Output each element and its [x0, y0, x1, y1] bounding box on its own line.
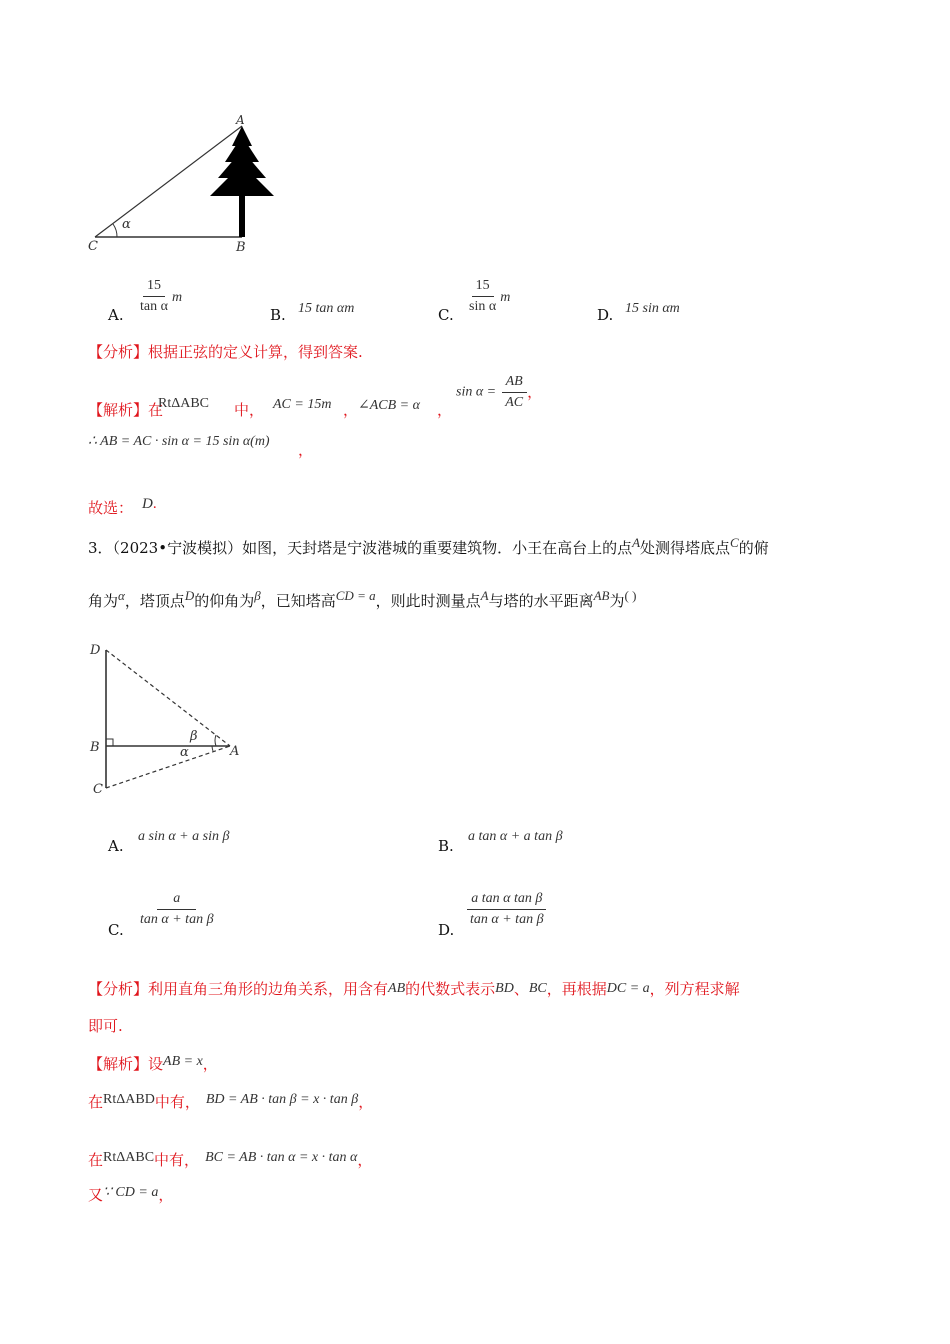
- fraction: $\frac{15}{\text{tan α}}$: [140, 278, 168, 314]
- q3-solution-line1: 【解析】设AB = x，: [88, 1054, 218, 1073]
- tree-triangle-figure: [82, 112, 292, 257]
- label-B: B: [90, 740, 100, 755]
- q2-option-d[interactable]: [597, 305, 613, 325]
- comma: ，: [437, 401, 453, 419]
- q3-solution-line2: 在RtΔABD中有， BD = AB · tan β = x · tan β，: [88, 1092, 374, 1111]
- solution-tag: 【解析】: [88, 401, 149, 419]
- q3-option-a-expr: a sin α + a sin β: [138, 829, 230, 844]
- option-letter: B.: [438, 837, 454, 855]
- q2-option-d-expr: 15 sin αm: [625, 301, 680, 316]
- label-B: B: [236, 240, 246, 255]
- q2-angle: ∠ACB = α: [358, 398, 420, 413]
- option-letter: D.: [438, 921, 455, 939]
- label-alpha: α: [122, 217, 131, 232]
- q2-option-a-expr: $\frac{15}{\text{tan α}}$ m: [136, 278, 182, 315]
- q3-analysis-line1: 【分析】利用直角三角形的边角关系，用含有AB的代数式表示BD、BC，再根据DC = a，列方程求解: [88, 980, 740, 998]
- tower-triangle-figure: [82, 638, 252, 803]
- option-letter: A.: [108, 837, 124, 855]
- analysis-tag: 【分析】: [88, 980, 149, 998]
- q2-answer: 故选：: [88, 499, 134, 517]
- label-C: C: [93, 782, 103, 797]
- q3-solution-line4: 又∵ CD = a，: [88, 1185, 174, 1204]
- q2-sin-formula: sin α = $\frac{AB}{AC}$ ，: [456, 374, 543, 410]
- q3-analysis-line2: 即可.: [88, 1017, 123, 1035]
- label-C: C: [88, 239, 98, 254]
- q2-analysis: [88, 342, 363, 362]
- solution-tag: 【解析】: [88, 1055, 149, 1073]
- q2-option-c-expr: $\frac{15}{\text{sin α}}$ m: [465, 278, 510, 315]
- q3-option-d[interactable]: [438, 920, 454, 940]
- q3-option-d-expr: $\frac{\text{a tan α tan β}}{\text{tan α + tan β}}$: [466, 891, 548, 928]
- q2-result: ∴ AB = AC · sin α = 15 sin α(m): [88, 434, 270, 449]
- q2-answer-value: D.: [142, 496, 157, 512]
- fraction: $\frac{15}{\text{sin α}}$: [469, 278, 497, 314]
- q3-solution-line3: 在RtΔABC中有， BC = AB · tan α = x · tan α，: [88, 1150, 373, 1169]
- option-letter: A.: [108, 306, 124, 324]
- q3-option-c[interactable]: [108, 920, 124, 940]
- label-alpha: α: [180, 745, 189, 760]
- label-beta: β: [190, 729, 198, 744]
- q2-mid: 中，: [234, 401, 265, 419]
- label-D: D: [90, 643, 101, 658]
- question-number: 3．: [88, 539, 113, 557]
- q2-ac: AC = 15m: [273, 397, 332, 412]
- q2-option-a[interactable]: [108, 305, 124, 325]
- q2-option-b-expr: 15 tan αm: [298, 301, 355, 316]
- label-A: A: [230, 744, 240, 759]
- q2-option-c[interactable]: [438, 305, 454, 325]
- comma: ，: [343, 401, 359, 419]
- q3-line1: 3．（2023•宁波模拟）如图，天封塔是宁波港城的重要建筑物．小王在高台上的点A处测得塔底点C的俯: [88, 535, 769, 557]
- q3-option-b-expr: a tan α + a tan β: [468, 829, 563, 844]
- q3-option-b[interactable]: [438, 836, 454, 856]
- comma: ，: [298, 441, 314, 459]
- q3-option-a[interactable]: [108, 836, 124, 856]
- option-letter: D.: [597, 306, 614, 324]
- option-letter: C.: [108, 921, 124, 939]
- analysis-tag: 【分析】: [88, 343, 149, 361]
- option-letter: C.: [438, 306, 454, 324]
- q2-solution-line1: 【解析】在: [88, 401, 164, 419]
- option-letter: B.: [270, 306, 286, 324]
- q2-tri: RtΔABC: [158, 396, 210, 411]
- q3-line2: 角为α，塔顶点D的仰角为β，已知塔高CD = a，则此时测量点A与塔的水平距离AB为( ): [88, 588, 637, 610]
- analysis-text: 根据正弦的定义计算，得到答案.: [148, 343, 363, 361]
- label-A: A: [236, 113, 245, 127]
- q2-option-b[interactable]: [270, 305, 286, 325]
- q3-option-c-expr: $\frac{a}{\text{tan α + tan β}}$: [140, 891, 214, 927]
